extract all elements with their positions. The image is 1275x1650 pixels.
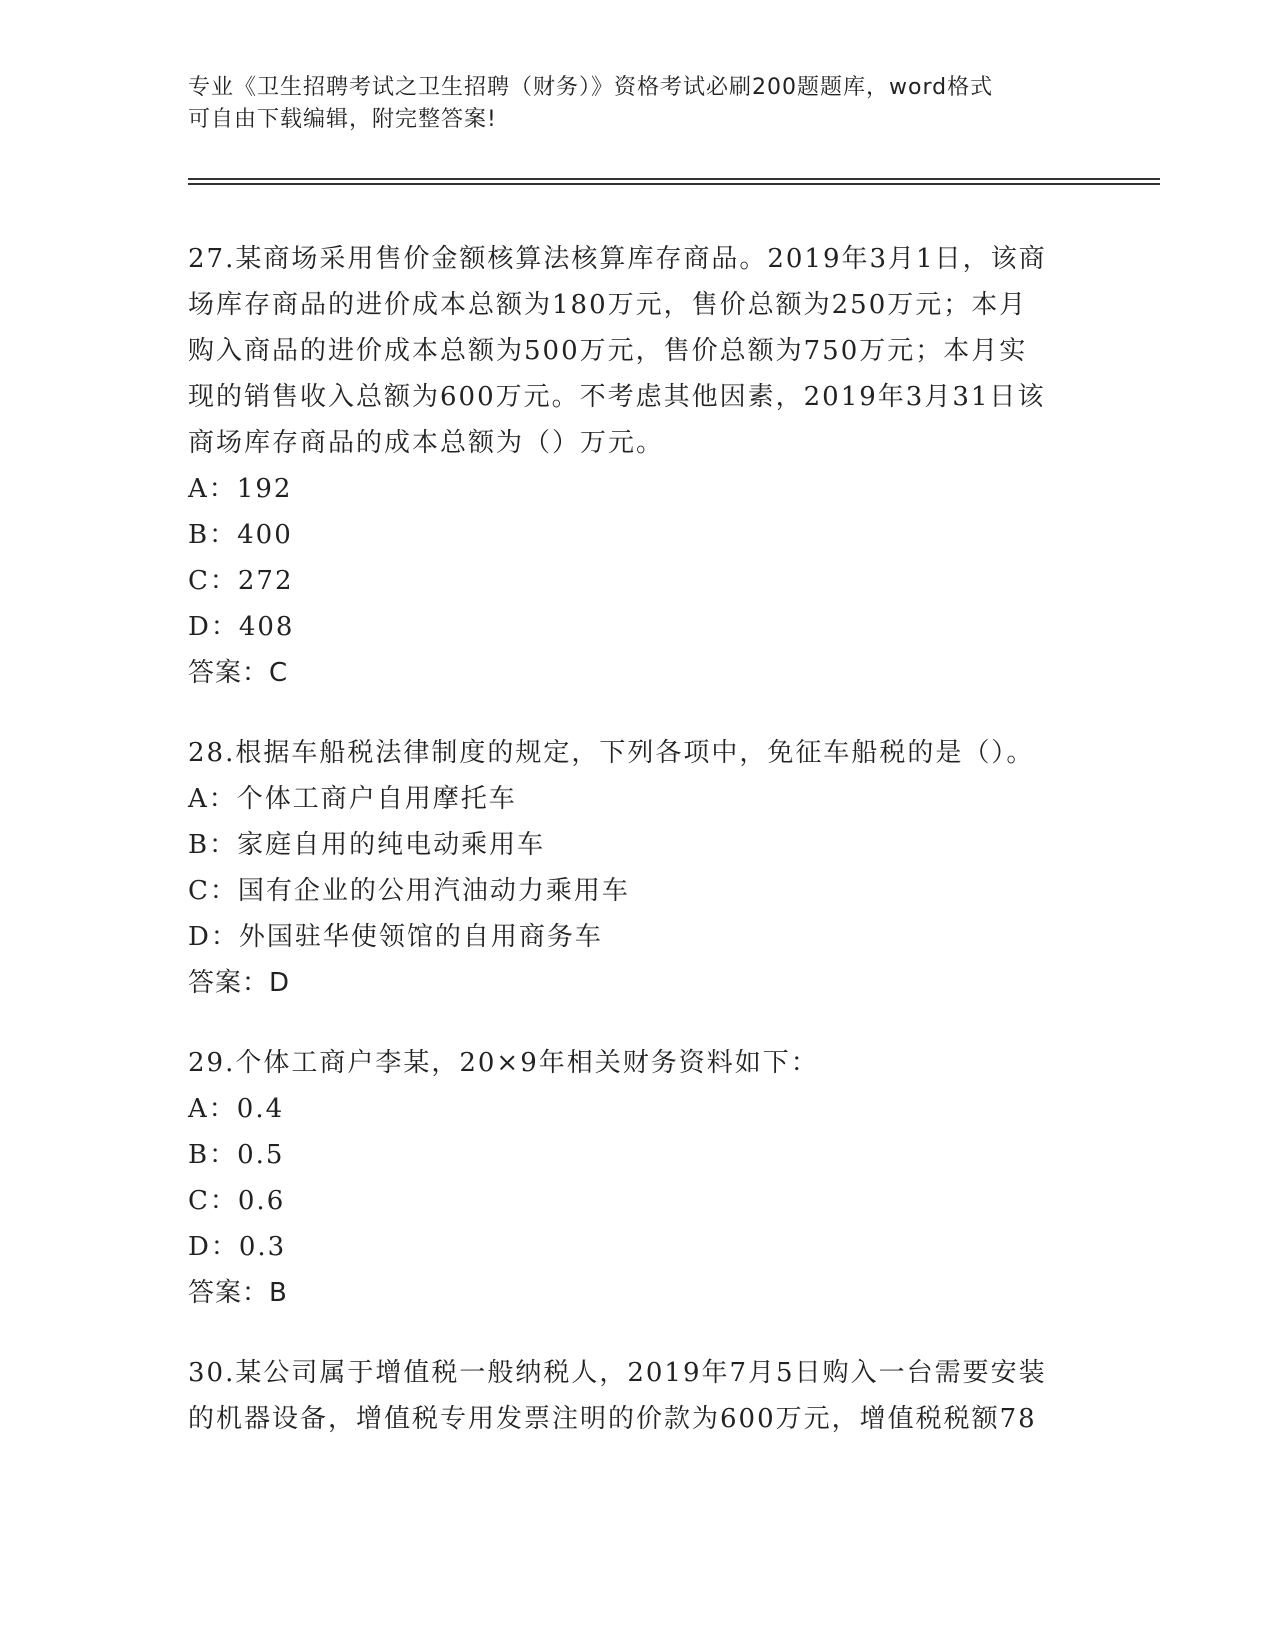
option-a: A：192 xyxy=(188,474,293,504)
stem-line: 30.某公司属于增值税一般纳税人，2019年7月5日购入一台需要安装 xyxy=(188,1358,1047,1388)
question-29 xyxy=(188,1040,1088,1316)
question-28 xyxy=(188,730,1088,1006)
answer-label: 答案：C xyxy=(188,658,289,688)
answer-label: 答案：D xyxy=(188,968,291,998)
question-list xyxy=(188,236,1088,1476)
answer-label: 答案：B xyxy=(188,1278,288,1308)
question-stem xyxy=(188,730,1088,776)
stem-line: 场库存商品的进价成本总额为180万元，售价总额为250万元；本月 xyxy=(188,290,1028,320)
question-stem xyxy=(188,1350,1088,1442)
header-title-line-1: 专业《卫生招聘考试之卫生招聘（财务）》资格考试必刷200题题库，word格式 xyxy=(188,75,994,100)
option-a: A：个体工商户自用摩托车 xyxy=(188,784,517,814)
header-title-line-2: 可自由下载编辑，附完整答案! xyxy=(188,107,497,132)
stem-line: 28.根据车船税法律制度的规定，下列各项中，免征车船税的是（）。 xyxy=(188,738,1035,768)
option-c: C：国有企业的公用汽油动力乘用车 xyxy=(188,876,630,906)
question-stem xyxy=(188,236,1088,466)
option-d: D：外国驻华使领馆的自用商务车 xyxy=(188,922,603,952)
question-30 xyxy=(188,1350,1088,1442)
document-header xyxy=(188,72,1088,136)
question-27 xyxy=(188,236,1088,696)
option-a: A：0.4 xyxy=(188,1094,285,1124)
option-d: D：0.3 xyxy=(188,1232,287,1262)
stem-line: 的机器设备，增值税专用发票注明的价款为600万元，增值税税额78 xyxy=(188,1404,1037,1434)
stem-line: 现的销售收入总额为600万元。不考虑其他因素，2019年3月31日该 xyxy=(188,382,1046,412)
option-b: B：400 xyxy=(188,520,293,550)
option-b: B：0.5 xyxy=(188,1140,285,1170)
option-d: D：408 xyxy=(188,612,295,642)
option-c: C：0.6 xyxy=(188,1186,286,1216)
option-c: C：272 xyxy=(188,566,294,596)
option-b: B：家庭自用的纯电动乘用车 xyxy=(188,830,546,860)
stem-line: 购入商品的进价成本总额为500万元，售价总额为750万元；本月实 xyxy=(188,336,1028,366)
header-divider-top xyxy=(188,178,1160,180)
question-stem xyxy=(188,1040,1088,1086)
stem-line: 29.个体工商户李某，20×9年相关财务资料如下： xyxy=(188,1048,819,1078)
stem-line: 商场库存商品的成本总额为（）万元。 xyxy=(188,428,665,458)
header-divider-bottom xyxy=(188,183,1160,185)
stem-line: 27.某商场采用售价金额核算法核算库存商品。2019年3月1日，该商 xyxy=(188,244,1047,274)
